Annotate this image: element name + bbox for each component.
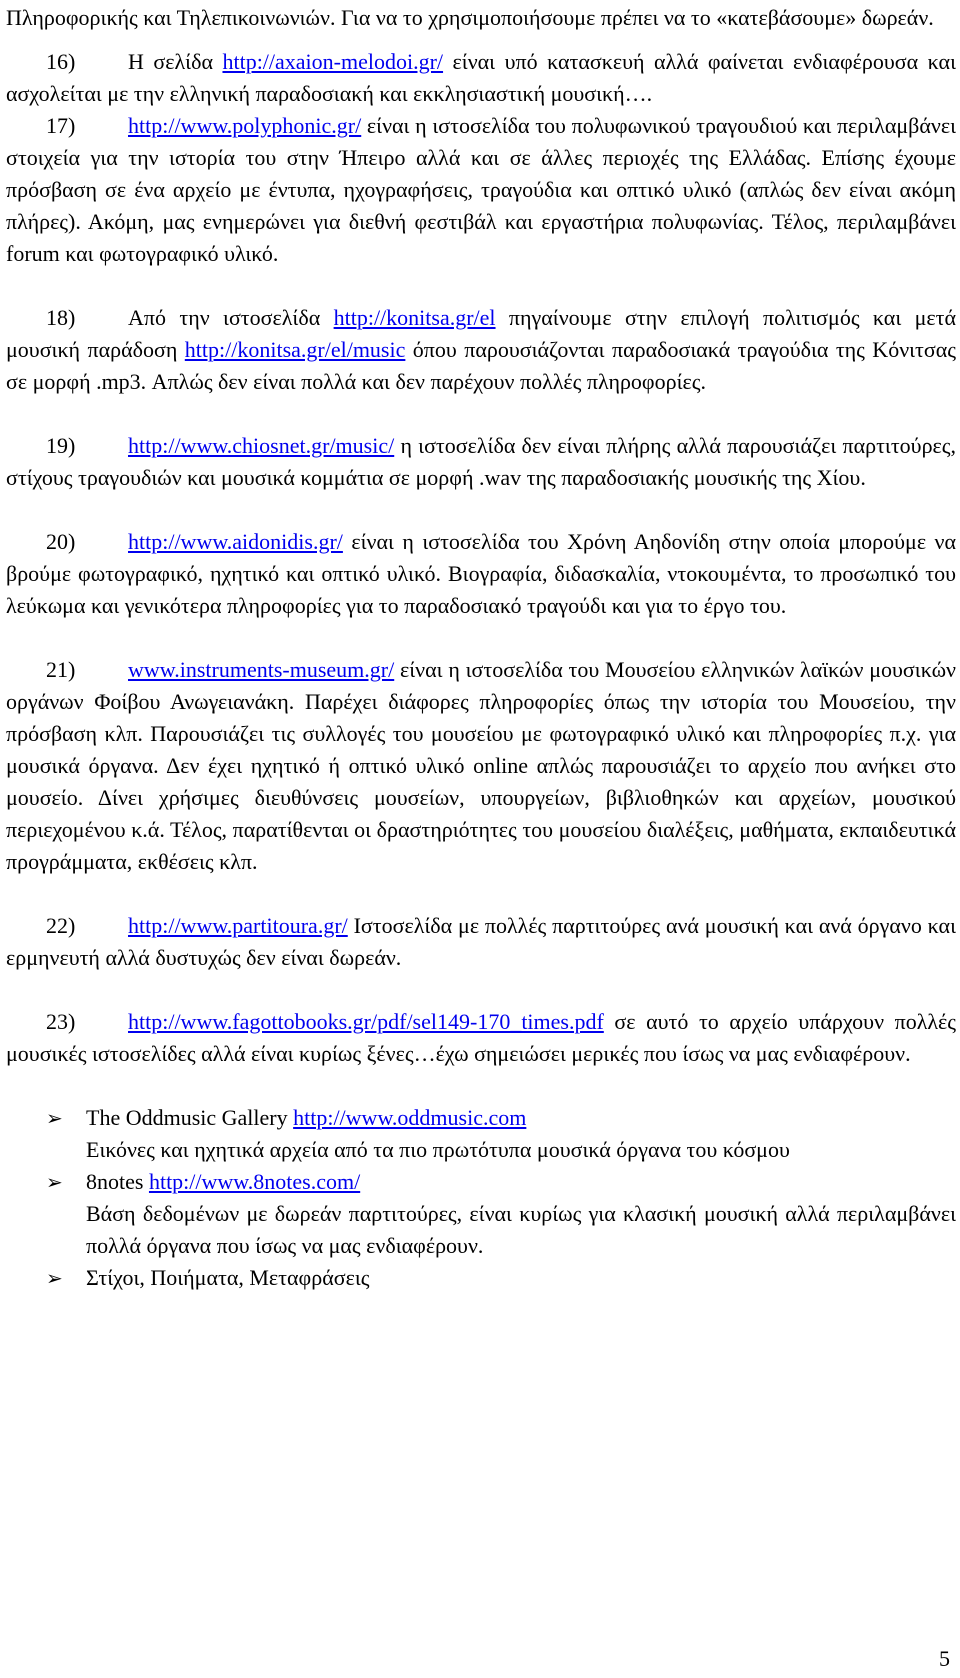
bullet-8notes: ➢ 8notes http://www.8notes.com/ [6,1166,956,1198]
list-item-16: 16) Η σελίδα http://axaion-melodoi.gr/ είναι υπό κατασκευή αλλά φαίνεται ενδιαφέρουσα και ασχολείται με την ελληνική παραδοσιακή και εκκλησιαστική μουσική…. [6,49,956,106]
arrow-bullet-icon: ➢ [46,1170,63,1194]
bullet-oddmusic: ➢ The Oddmusic Gallery http://www.oddmusic.com [6,1102,956,1134]
link-partitoura[interactable]: http://www.partitoura.gr/ [128,913,348,938]
arrow-bullet-icon: ➢ [46,1106,63,1130]
link-instruments-museum[interactable]: www.instruments-museum.gr/ [128,657,395,682]
list-item-23: 23) http://www.fagottobooks.gr/pdf/sel149-170_times.pdf σε αυτό το αρχείο υπάρχουν πολλές μουσικές ιστοσελίδες αλλά είναι κυρίως ξένες…έχω σημειώσει μερικές που ίσως να μας ενδιαφέρουν. [6,1009,956,1066]
intro-paragraph: Πληροφορικής και Τηλεπικοινωνιών. Για να το χρησιμοποιήσουμε πρέπει να το «κατεβάσουμε» δωρεάν. [6,5,934,30]
link-konitsa-music[interactable]: http://konitsa.gr/el/music [184,337,406,362]
list-item-17: 17) http://www.polyphonic.gr/ είναι η ιστοσελίδα του πολυφωνικού τραγουδιού και περιλαμβάνει στοιχεία για την ιστορία του στην Ήπειρο αλλά και σε άλλες περιοχές της Ελλάδας. Επίσης έχουμε πρόσβαση σε ένα αρχείο με έντυπα, ηχογραφήσεις, τραγούδια και οπτικό υλικό (απλώς δεν είναι ακόμη πλήρες). Ακόμη, μας ενημερώνει για διεθνή φεστιβάλ και εργαστήρια πολυφωνίας. Τέλος, περιλαμβάνει forum και φωτογραφικό υλικό. [6,113,957,266]
list-item-20: 20) http://www.aidonidis.gr/ είναι η ιστοσελίδα του Χρόνη Αηδονίδη στην οποία μπορούμε να βρούμε φωτογραφικό, ηχητικό και οπτικό υλικό. Βιογραφία, διδασκαλία, ντοκουμέντα, το προσωπικό του λεύκωμα και γενικότερα πληροφορίες για το παραδοσιακό τραγούδι και για το έργο του. [6,529,956,618]
list-item-21: 21) www.instruments-museum.gr/ είναι η ιστοσελίδα του Μουσείου ελληνικών λαϊκών μουσικών οργάνων Φοίβου Ανωγειανάκη. Παρέχει διάφορες πληροφορίες όπως την ιστορία του Μουσείου, την πρόσβαση κλπ. Παρουσιάζει τις συλλογές του μουσείου με φωτογραφικό υλικό και πληροφορίες π.χ. για μουσικά όργανα. Δεν έχει ηχητικό ή οπτικό υλικό online απλώς παρουσιάζει το αρχείο που ανήκει στο μουσείο. Δίνει χρήσιμες διευθύνσεις μουσείων, υπουργείων, βιβλιοθηκών και αρχείων, μουσικού περιεχομένου κ.ά. Τέλος, παρατίθενται οι δραστηριότητες του μουσείου διαλέξεις, μαθήματα, εκπαιδευτικά προγράμματα, εκθέσεις κλπ. [6,657,957,874]
link-konitsa-el[interactable]: http://konitsa.gr/el [333,305,496,330]
document-body [6,2,956,1294]
list-item-19: 19) http://www.chiosnet.gr/music/ η ιστοσελίδα δεν είναι πλήρης αλλά παρουσιάζει παρτιτούρες, στίχους τραγουδιών και μουσικά κομμάτια σε μορφή .wav της παραδοσιακής μουσικής της Χίου. [6,433,956,490]
link-axaion-melodoi[interactable]: http://axaion-melodoi.gr/ [222,49,444,74]
link-polyphonic[interactable]: http://www.polyphonic.gr/ [128,113,362,138]
link-8notes[interactable]: http://www.8notes.com/ [148,1169,361,1194]
link-fagottobooks[interactable]: http://www.fagottobooks.gr/pdf/sel149-170_times.pdf [128,1009,604,1034]
bullet-lyrics: ➢ Στίχοι, Ποιήματα, Μεταφράσεις [6,1262,956,1294]
link-chiosnet[interactable]: http://www.chiosnet.gr/music/ [128,433,395,458]
list-item-18: 18) Από την ιστοσελίδα http://konitsa.gr/el πηγαίνουμε στην επιλογή πολιτισμός και μετά μουσική παράδοση http://konitsa.gr/el/music όπου παρουσιάζονται παραδοσιακά τραγούδια της Κόνιτσας σε μορφή .mp3. Απλώς δεν είναι πολλά και δεν παρέχουν πολλές πληροφορίες. [6,305,957,394]
page-number: 5 [939,1646,950,1671]
arrow-bullet-icon: ➢ [46,1266,63,1290]
link-aidonidis[interactable]: http://www.aidonidis.gr/ [128,529,343,554]
link-oddmusic[interactable]: http://www.oddmusic.com [293,1105,527,1130]
list-item-22: 22) http://www.partitoura.gr/ Ιστοσελίδα με πολλές παρτιτούρες ανά μουσική και ανά όργανο και ερμηνευτή αλλά δυστυχώς δεν είναι δωρεάν. [6,913,957,970]
bullet-oddmusic-description: Εικόνες και ηχητικά αρχεία από τα πιο πρωτότυπα μουσικά όργανα του κόσμου [86,1137,790,1162]
bullet-8notes-description: Βάση δεδομένων με δωρεάν παρτιτούρες, είναι κυρίως για κλασική μουσική αλλά περιλαμβάνει πολλά όργανα που ίσως να μας ενδιαφέρουν. [86,1201,956,1258]
